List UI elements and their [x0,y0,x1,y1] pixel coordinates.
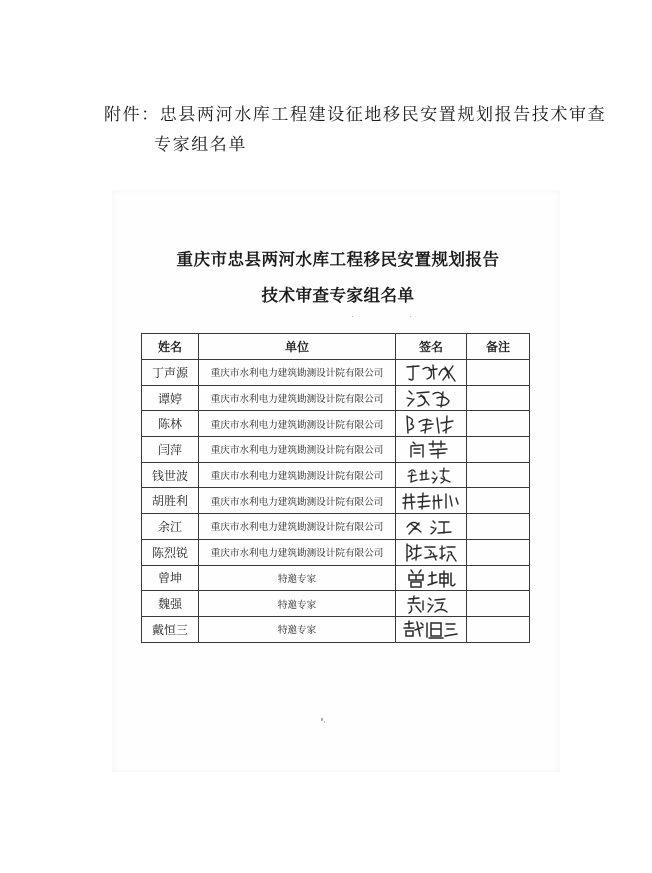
table-row [142,616,530,642]
expert-roster-table [141,333,530,643]
remarks-cell [467,360,530,386]
remarks-cell [467,411,530,437]
remarks-cell [467,565,530,591]
name-cell: 钱世波 [142,462,199,488]
handwritten-signature [403,413,459,435]
unit-cell: 特邀专家 [199,616,396,642]
col-header-name: 姓名 [142,334,199,360]
remarks-cell [467,591,530,617]
name-cell: 胡胜利 [142,488,199,514]
name-cell: 余江 [142,514,199,540]
unit-cell: 重庆市水利电力建筑勘测设计院有限公司 [199,514,396,540]
unit-cell: 重庆市水利电力建筑勘测设计院有限公司 [199,462,396,488]
name-cell: 陈烈锐 [142,539,199,565]
unit-cell: 重庆市水利电力建筑勘测设计院有限公司 [199,488,396,514]
unit-cell: 重庆市水利电力建筑勘测设计院有限公司 [199,539,396,565]
remarks-cell [467,488,530,514]
remarks-cell [467,514,530,540]
remarks-cell [467,437,530,463]
col-header-signature: 签名 [396,334,467,360]
signature-cell [396,360,467,386]
unit-cell: 重庆市水利电力建筑勘测设计院有限公司 [199,360,396,386]
handwritten-signature [403,593,459,615]
unit-cell: 重庆市水利电力建筑勘测设计院有限公司 [199,411,396,437]
signature-cell [396,514,467,540]
table-row [142,360,530,386]
signature-cell [396,385,467,411]
handwritten-signature [401,618,461,640]
signature-cell [396,591,467,617]
signature-cell [396,462,467,488]
name-cell: 陈林 [142,411,199,437]
document-title-line-2: 技术审查专家组名单 [261,286,415,305]
handwritten-signature [403,438,459,460]
name-cell: 戴恒三 [142,616,199,642]
table-row [142,591,530,617]
signature-cell [396,539,467,565]
remarks-cell [467,462,530,488]
col-header-remarks: 备注 [467,334,530,360]
handwritten-signature [403,464,459,486]
signature-cell [396,488,467,514]
signature-cell [396,565,467,591]
name-cell: 曾坤 [142,565,199,591]
unit-cell: 重庆市水利电力建筑勘测设计院有限公司 [199,437,396,463]
table-row [142,488,530,514]
table-header-row [142,334,530,360]
table-row [142,437,530,463]
remarks-cell [467,539,530,565]
signature-cell [396,437,467,463]
unit-cell: 特邀专家 [199,591,396,617]
attachment-header [104,100,634,160]
table-row [142,514,530,540]
header-line-1: 附件：忠县两河水库工程建设征地移民安置规划报告技术审查 [104,105,607,125]
signature-cell [396,616,467,642]
table-row [142,462,530,488]
handwritten-signature [403,515,459,537]
table-row [142,565,530,591]
unit-cell: 重庆市水利电力建筑勘测设计院有限公司 [199,385,396,411]
remarks-cell [467,616,530,642]
table-row [142,385,530,411]
handwritten-signature [403,361,459,383]
name-cell: 谭婷 [142,385,199,411]
table-row [142,411,530,437]
col-header-unit: 单位 [199,334,396,360]
name-cell: 魏强 [142,591,199,617]
unit-cell: 特邀专家 [199,565,396,591]
table-row [142,539,530,565]
name-cell: 闫萍 [142,437,199,463]
handwritten-signature [400,490,462,512]
signature-cell [396,411,467,437]
handwritten-signature [403,567,459,589]
handwritten-signature [403,387,459,409]
remarks-cell [467,385,530,411]
handwritten-signature [403,541,459,563]
name-cell: 丁声源 [142,360,199,386]
document-title-line-1: 重庆市忠县两河水库工程移民安置规划报告 [176,250,500,269]
header-line-2: 专家组名单 [154,135,247,155]
